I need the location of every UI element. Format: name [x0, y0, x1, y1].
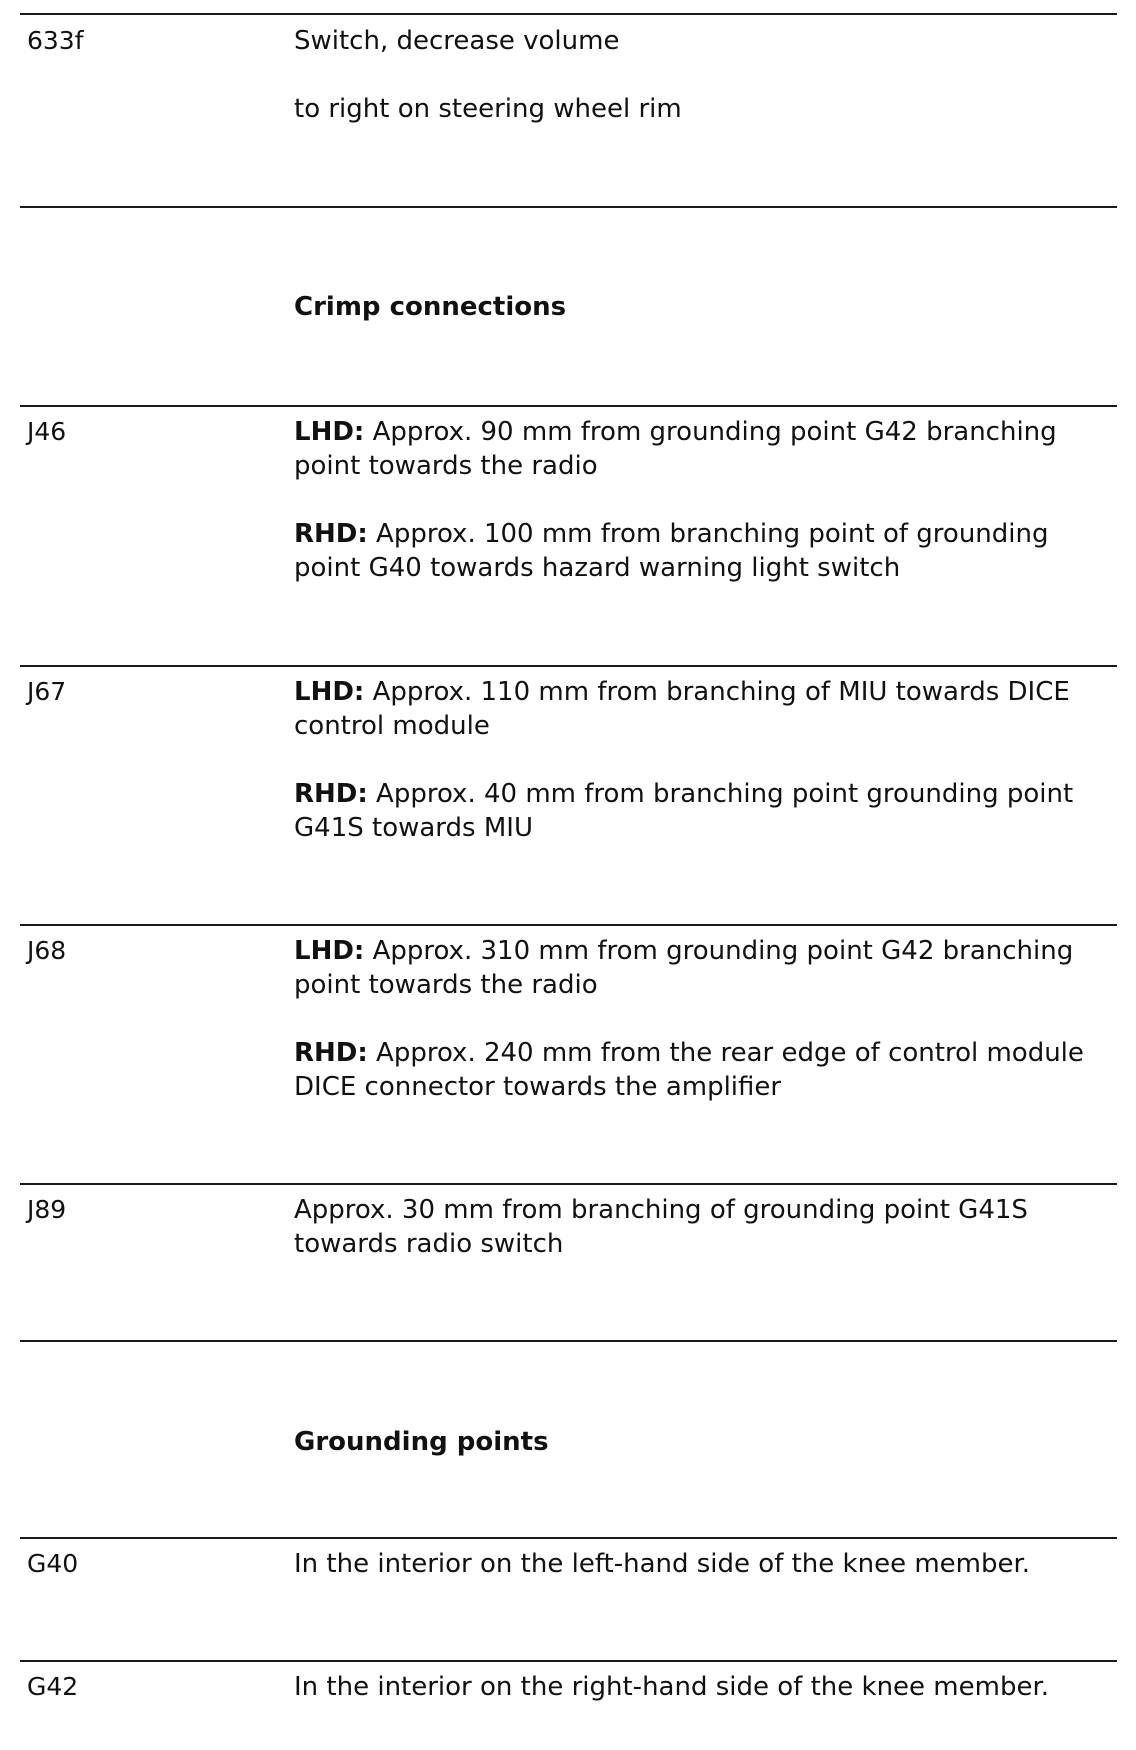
table-rule	[20, 206, 1117, 208]
row-description	[294, 1670, 1114, 1704]
row-code: J68	[27, 936, 67, 965]
description-text: In the interior on the left-hand side of the knee member.	[294, 1549, 1031, 1579]
table-rule	[20, 1660, 1117, 1662]
lhd-entry	[294, 934, 1114, 1002]
row-description	[294, 24, 1114, 126]
section-heading: Crimp connections	[294, 292, 567, 322]
row-description	[294, 415, 1114, 585]
table-rule	[20, 1537, 1117, 1539]
table-rule	[20, 13, 1117, 15]
rhd-entry	[294, 1036, 1114, 1104]
row-description	[294, 675, 1114, 845]
table-rule	[20, 1340, 1117, 1342]
row-code: J67	[27, 677, 67, 706]
table-rule	[20, 924, 1117, 926]
table-rule	[20, 1183, 1117, 1185]
table-rule	[20, 665, 1117, 667]
rhd-label: RHD:	[294, 779, 368, 809]
lhd-text: Approx. 110 mm from branching of MIU towards DICE control module	[294, 677, 1070, 741]
table-rule	[20, 405, 1117, 407]
rhd-label: RHD:	[294, 519, 368, 549]
row-code: J46	[27, 417, 67, 446]
row-description	[294, 1193, 1114, 1261]
row-code: 633f	[27, 26, 84, 55]
row-code: G42	[27, 1672, 79, 1701]
lhd-label: LHD:	[294, 936, 365, 966]
section-heading: Grounding points	[294, 1427, 549, 1457]
lhd-label: LHD:	[294, 677, 365, 707]
row-code: G40	[27, 1549, 79, 1578]
description-text: Approx. 30 mm from branching of grounding point G41S towards radio switch	[294, 1195, 1028, 1259]
rhd-text: Approx. 100 mm from branching point of grounding point G40 towards hazard warning light switch	[294, 519, 1049, 583]
rhd-text: Approx. 240 mm from the rear edge of control module DICE connector towards the amplifier	[294, 1038, 1084, 1102]
rhd-entry	[294, 777, 1114, 845]
lhd-entry	[294, 415, 1114, 483]
rhd-text: Approx. 40 mm from branching point grounding point G41S towards MIU	[294, 779, 1074, 843]
rhd-label: RHD:	[294, 1038, 368, 1068]
description-line: Switch, decrease volume	[294, 26, 620, 56]
description-line: to right on steering wheel rim	[294, 94, 682, 124]
lhd-text: Approx. 90 mm from grounding point G42 branching point towards the radio	[294, 417, 1057, 481]
row-code: J89	[27, 1195, 67, 1224]
description-text: In the interior on the right-hand side of the knee member.	[294, 1672, 1050, 1702]
row-description	[294, 1547, 1114, 1581]
lhd-text: Approx. 310 mm from grounding point G42 branching point towards the radio	[294, 936, 1074, 1000]
row-description	[294, 934, 1114, 1104]
lhd-label: LHD:	[294, 417, 365, 447]
lhd-entry	[294, 675, 1114, 743]
rhd-entry	[294, 517, 1114, 585]
